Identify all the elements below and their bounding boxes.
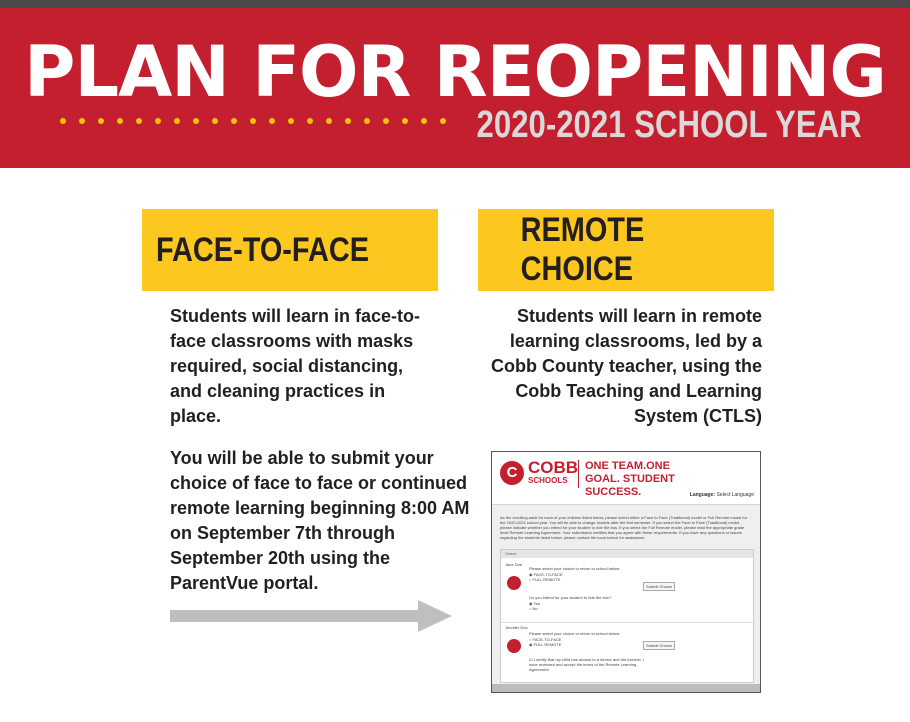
student-name: Jennifer Doe [505, 625, 528, 630]
certify-text: I certify that my child has access to a device and the internet. I have reviewed and accept the terms of the Remote Learning Agreement. [529, 657, 644, 672]
submit-choice-button: Submit Choice [643, 641, 675, 650]
selection-panel [500, 549, 754, 683]
dot [193, 118, 199, 124]
remote-choice-heading-box [478, 209, 774, 291]
submit-choice-button: Submit Choice [643, 582, 675, 591]
dot [155, 118, 161, 124]
dot [364, 118, 370, 124]
option-label: FULL REMOTE [533, 642, 562, 647]
option-full-remote: ◉ FULL REMOTE [529, 642, 562, 647]
screenshot-footer [492, 684, 760, 692]
option-label: No [532, 606, 538, 611]
language-selector [690, 492, 754, 498]
slogan: ONE TEAM.ONE GOAL. STUDENT SUCCESS. [585, 460, 675, 498]
avatar-icon [507, 639, 521, 653]
parentvue-screenshot [491, 451, 761, 693]
dot [174, 118, 180, 124]
dot [383, 118, 389, 124]
student-name: Jane Doe [505, 562, 523, 567]
title-banner [0, 8, 910, 168]
cobb-logo-icon: C [500, 461, 524, 485]
option-no: ○ No [529, 606, 538, 611]
bus-question: Do you intend for your student to ride the bus? [529, 595, 612, 600]
choice-question: Please select your choice to return to school below: [529, 566, 621, 571]
option-label: FULL REMOTE [532, 577, 561, 582]
dot [440, 118, 446, 124]
logo-sub: SCHOOLS [528, 476, 568, 485]
face-to-face-description: Students will learn in face-to-face classrooms with masks required, social distancing, and cleaning practices in place. [170, 306, 421, 426]
option-face-to-face: ○ FACE-TO-FACE [529, 637, 562, 642]
option-label: Yes [533, 601, 541, 606]
remote-choice-heading: REMOTE CHOICE [520, 211, 645, 288]
dot [345, 118, 351, 124]
language-value: Select Language [716, 492, 754, 498]
submit-choice-note: You will be able to submit your choice of face to face or continued remote learning beginning 8:00 AM on September 7th through September 20th using the ParentVue portal. [170, 448, 470, 593]
face-to-face-heading-box [142, 209, 438, 291]
dot [326, 118, 332, 124]
language-label: Language: [689, 492, 716, 498]
certify-checkbox: ☑ I certify that my child has access to a device and the internet. I have reviewed and accept the terms of the Remote Learning Agreement. [529, 657, 644, 672]
screenshot-body [492, 505, 760, 685]
face-to-face-heading: FACE-TO-FACE [156, 230, 370, 269]
right-arrow-icon [418, 600, 452, 632]
choice-question: Please select your choice to return to school below: [529, 631, 621, 636]
logo-name: COBB [528, 458, 579, 477]
dot [269, 118, 275, 124]
panel-header: Select [501, 550, 753, 558]
screenshot-header [492, 452, 760, 504]
logo-divider [578, 460, 579, 488]
page-subtitle: 2020-2021 SCHOOL YEAR [476, 104, 862, 146]
page-title: PLAN FOR REOPENING [24, 31, 886, 113]
dot [421, 118, 427, 124]
dot [79, 118, 85, 124]
dot [212, 118, 218, 124]
dot [60, 118, 66, 124]
avatar-icon [507, 576, 521, 590]
dot [402, 118, 408, 124]
dot [288, 118, 294, 124]
dot [307, 118, 313, 124]
top-bar [0, 0, 910, 8]
dot [136, 118, 142, 124]
dot [98, 118, 104, 124]
student-row [501, 622, 753, 672]
remote-choice-description: Students will learn in remote learning classrooms, led by a Cobb County teacher, using the Cobb Teaching and Learning System (CTLS) [490, 306, 762, 426]
option-yes: ◉ Yes [529, 601, 541, 606]
intro-text: As the enrolling adult for each of your children listed below, please select either a Face to Face (Traditional) model or Full Remote model for the 2020-2021 school year. You will be able to change models after the first semester. If you select the Face to Face (Traditional) model, please indicate whether you intend for your student to ride the bus. If you select the Full Remote model, please read the appropriate grade level Remote Learning Agreement. Your submission certifies that you agree with these requirements. If you have any questions or issues regarding the students listed below, please contact the local school for assistance. [500, 515, 748, 540]
arrow-shaft [170, 610, 420, 622]
option-face-to-face: ◉ FACE-TO-FACE [529, 572, 563, 577]
dot [117, 118, 123, 124]
option-label: FACE-TO-FACE [533, 572, 563, 577]
dot [231, 118, 237, 124]
option-full-remote: ○ FULL REMOTE [529, 577, 561, 582]
dotted-rule [60, 118, 446, 124]
option-label: FACE-TO-FACE [532, 637, 562, 642]
dot [250, 118, 256, 124]
